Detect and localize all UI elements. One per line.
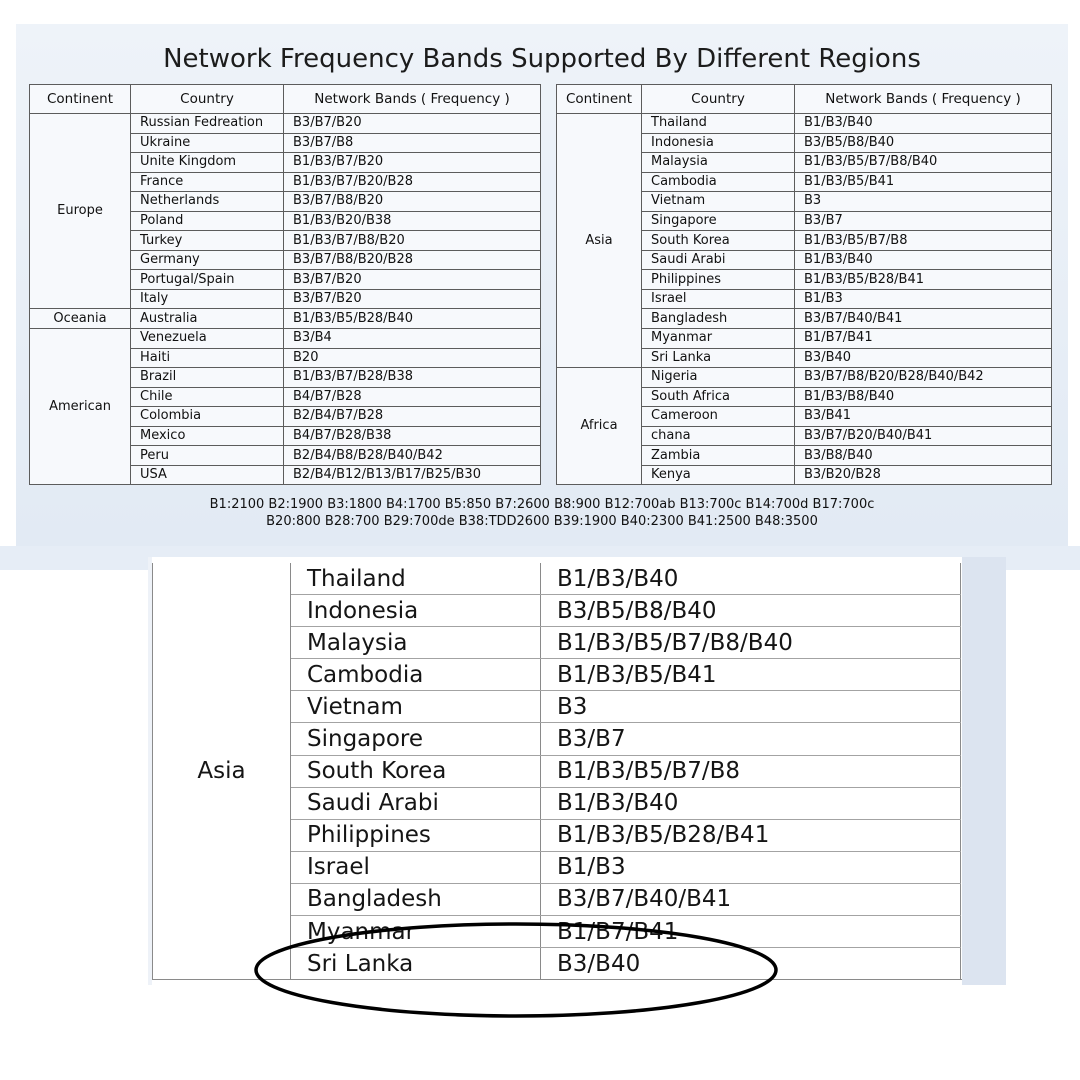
- country-cell: chana: [642, 426, 795, 446]
- country-cell: Mexico: [131, 426, 284, 446]
- bands-cell: B3: [541, 691, 961, 723]
- continent-cell: Asia: [557, 114, 642, 368]
- bands-cell: B3/B7/B8/B20: [284, 192, 541, 212]
- country-cell: USA: [131, 465, 284, 485]
- country-cell: Peru: [131, 446, 284, 466]
- country-cell: Cambodia: [291, 659, 541, 691]
- country-cell: South Africa: [642, 387, 795, 407]
- bands-cell: B1/B3/B7/B8/B20: [284, 231, 541, 251]
- country-cell: Malaysia: [291, 627, 541, 659]
- bands-cell: B3/B40: [541, 948, 961, 980]
- bands-cell: B1/B3: [541, 851, 961, 883]
- country-cell: Indonesia: [291, 595, 541, 627]
- bands-cell: B1/B3/B5/B28/B41: [795, 270, 1052, 290]
- country-cell: Unite Kingdom: [131, 153, 284, 173]
- country-cell: Russian Fedreation: [131, 114, 284, 134]
- country-cell: Saudi Arabi: [291, 787, 541, 819]
- country-cell: Philippines: [642, 270, 795, 290]
- right-bands-table: [556, 84, 1052, 485]
- country-cell: Venezuela: [131, 329, 284, 349]
- bands-cell: B1/B3/B40: [541, 787, 961, 819]
- country-cell: Ukraine: [131, 133, 284, 153]
- country-cell: Chile: [131, 387, 284, 407]
- country-cell: France: [131, 172, 284, 192]
- country-cell: Cameroon: [642, 407, 795, 427]
- header-country: Country: [131, 85, 284, 114]
- country-cell: Malaysia: [642, 153, 795, 173]
- header-country: Country: [642, 85, 795, 114]
- bands-cell: B3/B20/B28: [795, 465, 1052, 485]
- frequency-table-card: [16, 24, 1068, 546]
- country-cell: Thailand: [291, 563, 541, 595]
- country-cell: Myanmar: [291, 916, 541, 948]
- table-row: [30, 329, 541, 349]
- continent-cell: Africa: [557, 368, 642, 485]
- table-row: [557, 368, 1052, 388]
- bands-cell: B1/B3/B5/B7/B8: [795, 231, 1052, 251]
- table-header-row: [557, 85, 1052, 114]
- country-cell: Philippines: [291, 819, 541, 851]
- country-cell: South Korea: [291, 755, 541, 787]
- bands-cell: B1/B3/B8/B40: [795, 387, 1052, 407]
- bands-cell: B1/B3/B5/B28/B41: [541, 819, 961, 851]
- bands-cell: B2/B4/B7/B28: [284, 407, 541, 427]
- country-cell: Poland: [131, 211, 284, 231]
- country-cell: Israel: [291, 851, 541, 883]
- country-cell: Myanmar: [642, 329, 795, 349]
- header-continent: Continent: [557, 85, 642, 114]
- country-cell: Bangladesh: [291, 883, 541, 915]
- bands-cell: B20: [284, 348, 541, 368]
- continent-cell: American: [30, 329, 131, 485]
- country-cell: Kenya: [642, 465, 795, 485]
- bands-cell: B1/B7/B41: [541, 916, 961, 948]
- bands-cell: B3/B4: [284, 329, 541, 349]
- bands-cell: B3/B7: [541, 723, 961, 755]
- country-cell: Thailand: [642, 114, 795, 134]
- zoom-crop-edge: [152, 979, 962, 985]
- band-frequency-legend: [16, 496, 1068, 530]
- country-cell: Haiti: [131, 348, 284, 368]
- bands-cell: B1/B3/B5/B41: [795, 172, 1052, 192]
- country-cell: Israel: [642, 289, 795, 309]
- bands-cell: B2/B4/B12/B13/B17/B25/B30: [284, 465, 541, 485]
- bands-cell: B4/B7/B28: [284, 387, 541, 407]
- bands-cell: B1/B3/B40: [795, 250, 1052, 270]
- legend-line: B20:800 B28:700 B29:700de B38:TDD2600 B39:1900 B40:2300 B41:2500 B48:3500: [266, 514, 818, 529]
- country-cell: Bangladesh: [642, 309, 795, 329]
- bands-cell: B3/B41: [795, 407, 1052, 427]
- bands-cell: B4/B7/B28/B38: [284, 426, 541, 446]
- bands-cell: B1/B3: [795, 289, 1052, 309]
- bands-cell: B1/B3/B5/B7/B8: [541, 755, 961, 787]
- bands-cell: B1/B3/B5/B28/B40: [284, 309, 541, 329]
- country-cell: Italy: [131, 289, 284, 309]
- bands-cell: B3: [795, 192, 1052, 212]
- country-cell: South Korea: [642, 231, 795, 251]
- continent-cell: Europe: [30, 114, 131, 309]
- bands-cell: B3/B7/B8/B20/B28/B40/B42: [795, 368, 1052, 388]
- highlighted-country-cell: Sri Lanka: [291, 948, 541, 980]
- bands-cell: B3/B40: [795, 348, 1052, 368]
- bands-cell: B1/B3/B5/B41: [541, 659, 961, 691]
- country-cell: Netherlands: [131, 192, 284, 212]
- table-row: [557, 114, 1052, 134]
- country-cell: Cambodia: [642, 172, 795, 192]
- bands-cell: B1/B3/B40: [541, 563, 961, 595]
- country-cell: Zambia: [642, 446, 795, 466]
- zoomed-table-paper: [152, 557, 962, 985]
- bands-cell: B1/B3/B5/B7/B8/B40: [541, 627, 961, 659]
- bands-cell: B2/B4/B8/B28/B40/B42: [284, 446, 541, 466]
- country-cell: Sri Lanka: [642, 348, 795, 368]
- country-cell: Portugal/Spain: [131, 270, 284, 290]
- header-continent: Continent: [30, 85, 131, 114]
- bands-cell: B3/B7/B8: [284, 133, 541, 153]
- bands-cell: B3/B7/B40/B41: [541, 883, 961, 915]
- header-bands: Network Bands ( Frequency ): [284, 85, 541, 114]
- left-bands-table: [29, 84, 541, 485]
- header-bands: Network Bands ( Frequency ): [795, 85, 1052, 114]
- country-cell: Germany: [131, 250, 284, 270]
- bands-cell: B3/B7/B40/B41: [795, 309, 1052, 329]
- zoomed-asia-table: [152, 563, 961, 980]
- country-cell: Brazil: [131, 368, 284, 388]
- bands-cell: B3/B7/B20: [284, 114, 541, 134]
- country-cell: Colombia: [131, 407, 284, 427]
- bands-cell: B1/B7/B41: [795, 329, 1052, 349]
- country-cell: Singapore: [291, 723, 541, 755]
- country-cell: Vietnam: [642, 192, 795, 212]
- table-row: [30, 309, 541, 329]
- bands-cell: B3/B7/B20: [284, 270, 541, 290]
- zoom-side-margin: [962, 557, 1006, 985]
- zoomed-asia-section: [148, 557, 1006, 985]
- bands-cell: B1/B3/B7/B20/B28: [284, 172, 541, 192]
- country-cell: Indonesia: [642, 133, 795, 153]
- continent-cell: Oceania: [30, 309, 131, 329]
- bands-cell: B3/B8/B40: [795, 446, 1052, 466]
- bands-cell: B1/B3/B40: [795, 114, 1052, 134]
- bands-cell: B1/B3/B7/B28/B38: [284, 368, 541, 388]
- bands-cell: B3/B7: [795, 211, 1052, 231]
- country-cell: Australia: [131, 309, 284, 329]
- table-row: [153, 563, 961, 595]
- country-cell: Saudi Arabi: [642, 250, 795, 270]
- bands-cell: B3/B5/B8/B40: [795, 133, 1052, 153]
- bands-cell: B3/B7/B20: [284, 289, 541, 309]
- bands-cell: B1/B3/B20/B38: [284, 211, 541, 231]
- bands-cell: B1/B3/B7/B20: [284, 153, 541, 173]
- bands-cell: B3/B7/B8/B20/B28: [284, 250, 541, 270]
- country-cell: Turkey: [131, 231, 284, 251]
- table-row: [30, 114, 541, 134]
- page-title: Network Frequency Bands Supported By Different Regions: [163, 44, 921, 74]
- bands-cell: B3/B5/B8/B40: [541, 595, 961, 627]
- table-header-row: [30, 85, 541, 114]
- bands-cell: B1/B3/B5/B7/B8/B40: [795, 153, 1052, 173]
- country-cell: Vietnam: [291, 691, 541, 723]
- continent-cell: Asia: [153, 563, 291, 980]
- country-cell: Nigeria: [642, 368, 795, 388]
- legend-line: B1:2100 B2:1900 B3:1800 B4:1700 B5:850 B7:2600 B8:900 B12:700ab B13:700c B14:700d B17:700c: [209, 497, 875, 512]
- country-cell: Singapore: [642, 211, 795, 231]
- bands-cell: B3/B7/B20/B40/B41: [795, 426, 1052, 446]
